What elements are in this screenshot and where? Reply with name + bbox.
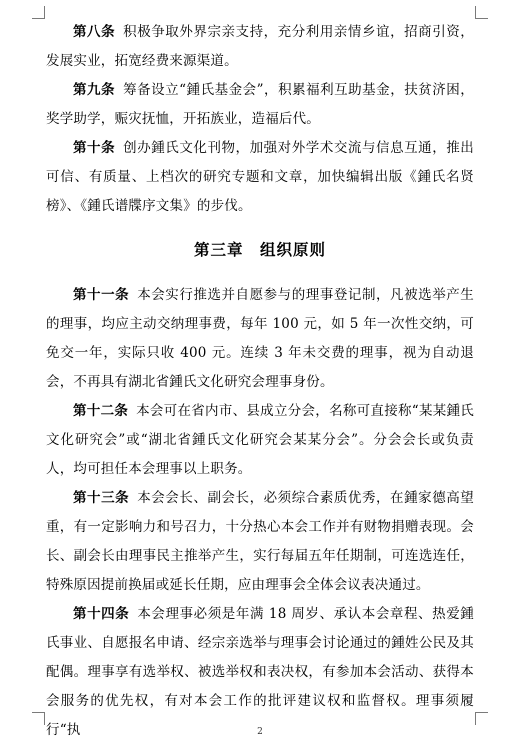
- article-9: [46, 76, 474, 134]
- crop-mark-bottom-left: [32, 712, 45, 725]
- crop-mark-top-right: [475, 6, 488, 19]
- article-label: 第十一条: [73, 287, 130, 303]
- article-label: 第八条: [73, 24, 116, 40]
- article-13: [46, 484, 474, 600]
- article-10: [46, 134, 474, 221]
- crop-mark-bottom-right: [475, 712, 488, 725]
- article-text: 积极争取外界宗亲支持，充分利用亲情乡谊，招商引资，发展实业，拓宽经费来源渠道。: [46, 24, 475, 69]
- article-8: [46, 18, 474, 76]
- article-12: [46, 397, 474, 484]
- page-number: 2: [257, 727, 263, 737]
- article-label: 第十二条: [73, 403, 129, 419]
- article-text: 创办鍾氏文化刊物，加强对外学术交流与信息互通，推出可信、有质量、上档次的研究专题和文章，加快编辑出版《鍾氏名贤榜》、《鍾氏谱牒序文集》的步伐。: [46, 140, 475, 214]
- article-text: 筹备设立“鍾氏基金会”，积累福利互助基金，扶贫济困，奖学助学，赈灾抚恤，开拓族业，造福后代。: [46, 82, 474, 127]
- article-11: [46, 281, 474, 397]
- article-label: 第九条: [73, 82, 116, 98]
- article-label: 第十三条: [73, 490, 130, 506]
- document-body: [46, 18, 474, 745]
- chapter-title: 第三章 组织原则: [193, 240, 326, 259]
- crop-mark-top-left: [32, 6, 45, 19]
- article-text: 本会会长、副会长，必须综合素质优秀，在鍾家德高望重，有一定影响力和号召力，十分热心本会工作并有财物捐赠表现。会长、副会长由理事民主推举产生，实行每届五年任期制，可连选连任，特殊原因提前换届或延长任期，应由理事会全体会议表决通过。: [46, 490, 474, 593]
- article-text: 本会实行推选并自愿参与的理事登记制，凡被选举产生的理事，均应主动交纳理事费，每年 100 元，如 5 年一次性交纳，可免交一年，实际只收 400 元。连续 3 年未交费的理事，视为自动退会，不再具有湖北省鍾氏文化研究会理事身份。: [46, 287, 474, 390]
- article-14: [46, 600, 474, 745]
- article-text: 本会可在省内市、县成立分会，名称可直接称“某某鍾氏文化研究会”或“湖北省鍾氏文化研究会某某分会”。分会会长或负责人，均可担任本会理事以上职务。: [46, 403, 474, 477]
- article-text: 本会理事必须是年满 18 周岁、承认本会章程、热爱鍾氏事业、自愿报名申请、经宗亲选举与理事会讨论通过的鍾姓公民及其配偶。理事享有选举权、被选举权和表决权，有参加本会活动、获得本会服务的优先权，有对本会工作的批评建议权和监督权。理事须履行“执: [46, 606, 474, 738]
- article-label: 第十四条: [73, 606, 130, 622]
- article-label: 第十条: [73, 140, 116, 156]
